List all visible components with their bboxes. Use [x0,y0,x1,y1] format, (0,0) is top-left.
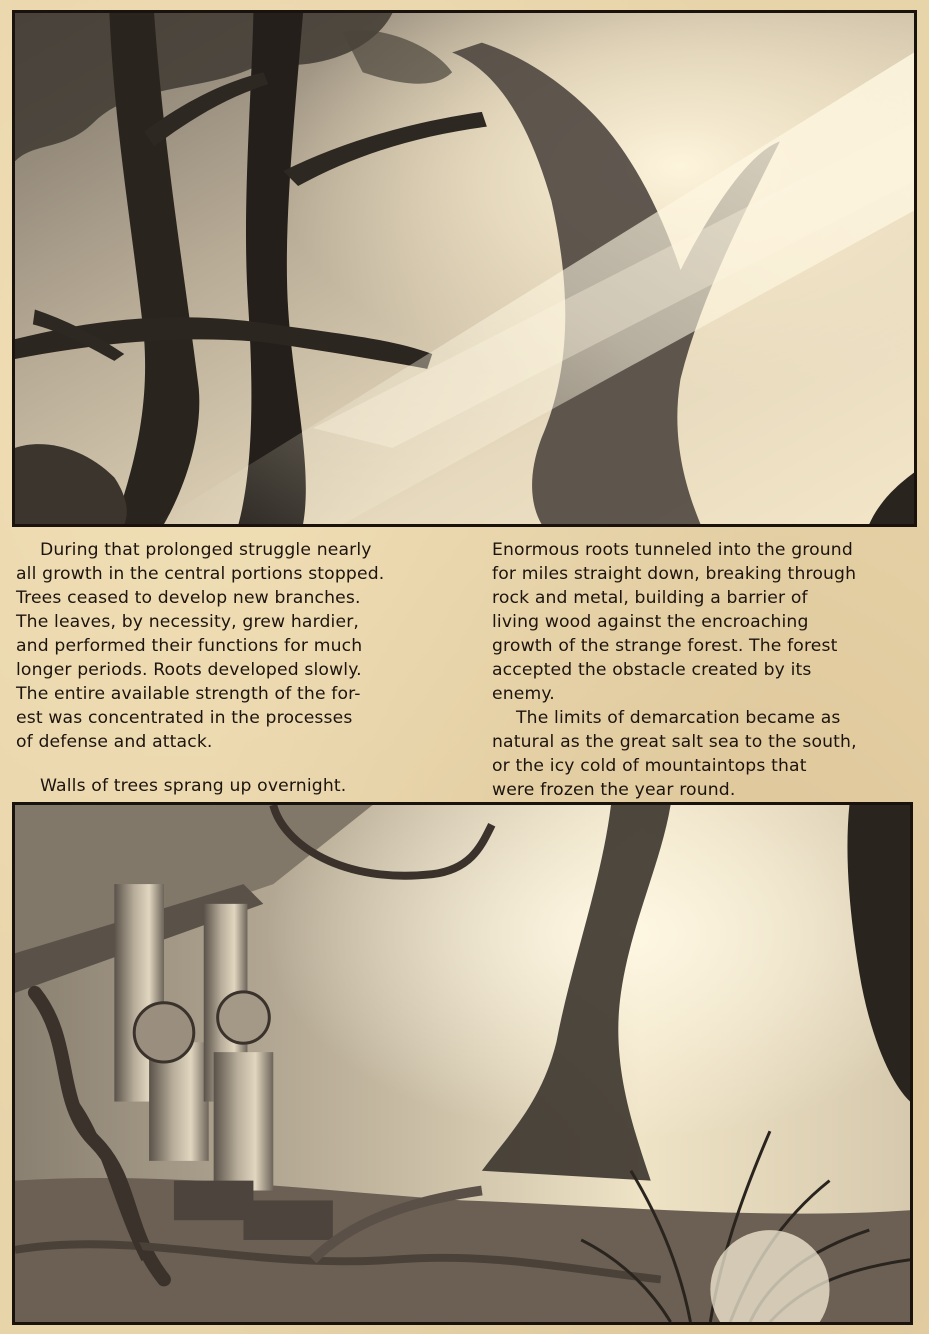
text-line: natural as the great salt sea to the south, [492,732,857,752]
text-line: all growth in the central portions stopped. [16,564,385,584]
text-line: accepted the obstacle created by its [492,660,812,680]
paragraph [492,538,922,706]
top-illustration-panel [12,10,917,527]
paragraph-continued [16,562,452,754]
text-line: The leaves, by necessity, grew hardier, [16,612,360,632]
robot-legs-in-roots-illustration [15,805,910,1322]
paragraph [16,538,452,562]
text-line: growth of the strange forest. The forest [492,636,838,656]
text-line: were frozen the year round. [492,780,736,800]
text-line: and performed their functions for much [16,636,363,656]
text-line: longer periods. Roots developed slowly. [16,660,362,680]
text-line: est was concentrated in the processes [16,708,353,728]
text-line: enemy. [492,684,555,704]
text-line: or the icy cold of mountaintops that [492,756,807,776]
text-line: of defense and attack. [16,732,213,752]
text-line: rock and metal, building a barrier of [492,588,808,608]
forest-sunlight-illustration [15,13,914,524]
text-line: for miles straight down, breaking through [492,564,857,584]
text-line: Walls of trees sprang up overnight. [40,776,347,796]
text-line: Trees ceased to develop new branches. [16,588,361,608]
text-column-right [492,538,922,802]
bottom-illustration-panel [12,802,913,1325]
text-line: living wood against the encroaching [492,612,809,632]
paragraph [492,706,922,730]
text-line: The limits of demarcation became as [516,708,841,728]
paragraph [16,774,452,798]
text-line: Enormous roots tunneled into the ground [492,540,853,560]
text-column-left [16,538,452,798]
text-line: The entire available strength of the for- [16,684,361,704]
text-line: During that prolonged struggle nearly [40,540,372,560]
paragraph-continued [492,730,922,802]
